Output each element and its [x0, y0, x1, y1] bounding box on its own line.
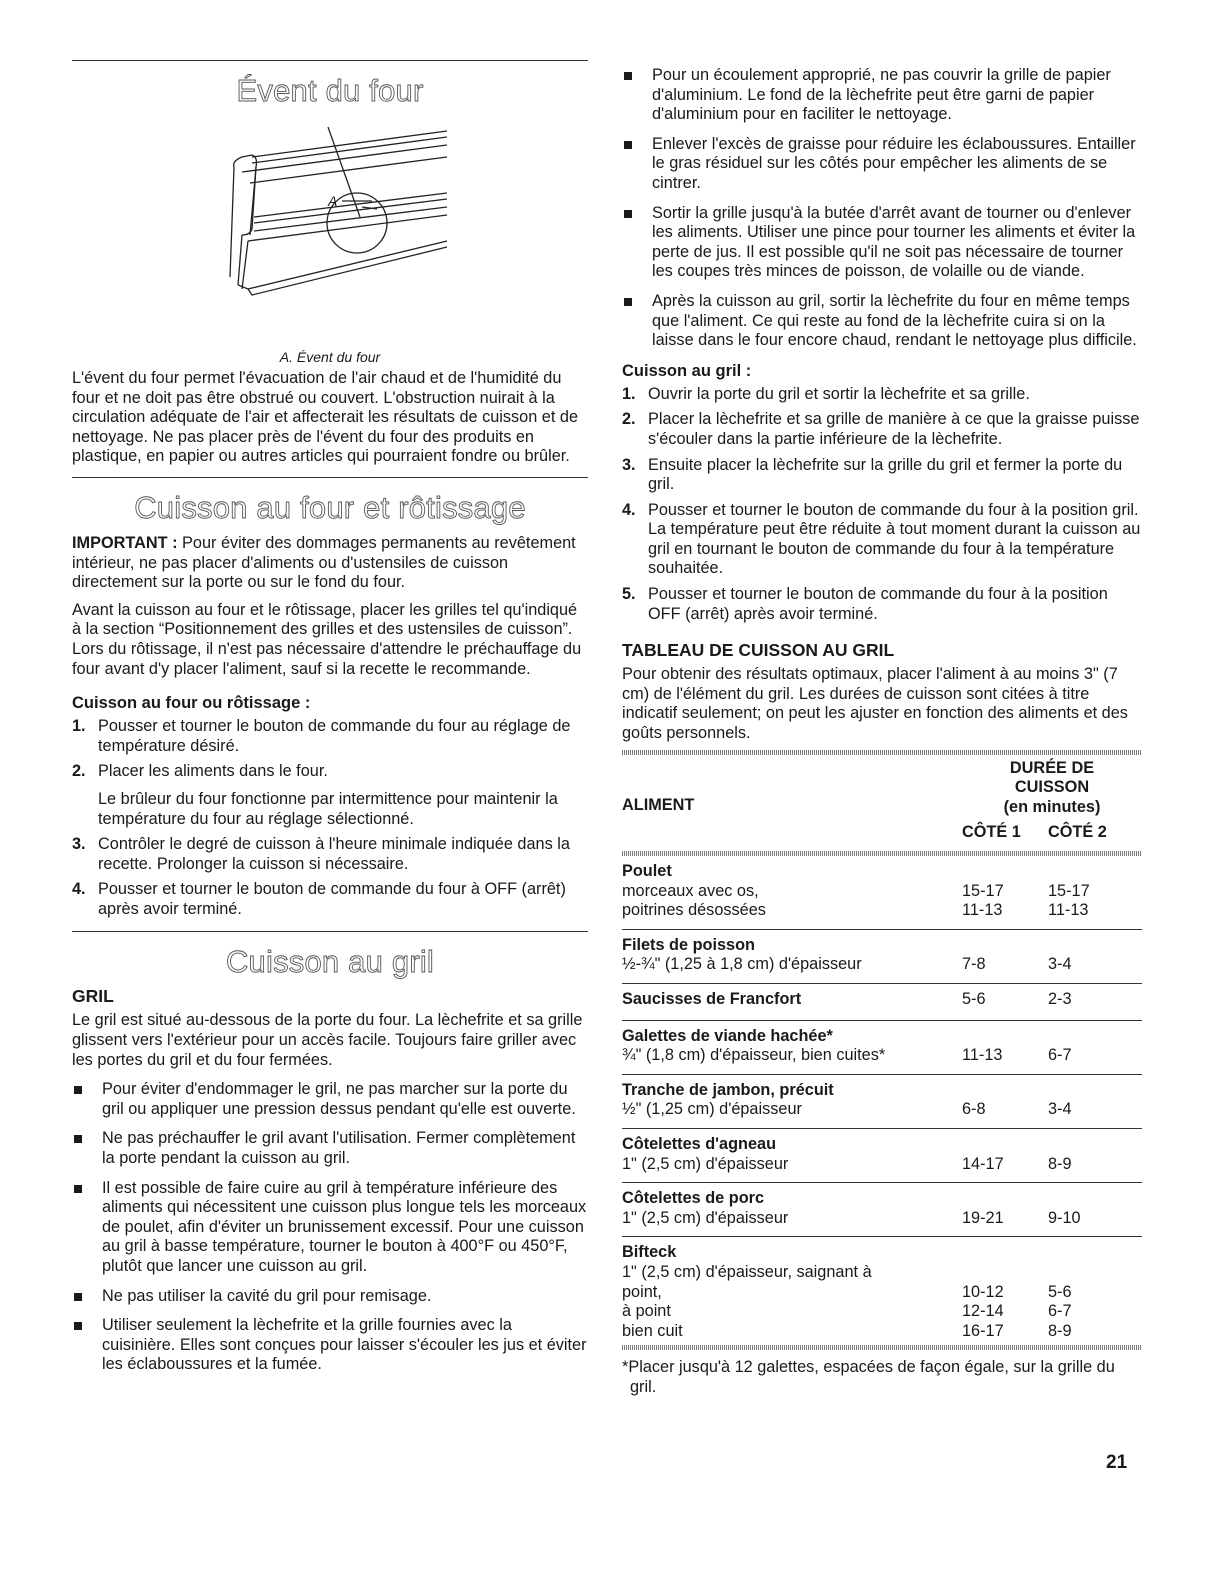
- table-bottom-border: [622, 1345, 1142, 1350]
- table-row: à point 12-14 6-7: [622, 1302, 1072, 1321]
- page-number: 21: [1106, 1452, 1128, 1473]
- right-column: [622, 66, 1142, 1405]
- list-item: 3. Ensuite placer la lèchefrite sur la grille du gril et fermer la porte du gril.: [622, 455, 1123, 494]
- list-item: 3. Contrôler le degré de cuisson à l'heure minimale indiquée dans la recette. Prolonger la cuisson si nécessaire.: [72, 835, 570, 873]
- bullet-square-icon: [74, 1185, 82, 1193]
- table-row: Filets de poisson: [622, 929, 1142, 955]
- bullet-square-icon: [624, 298, 632, 306]
- col-food-header: ALIMENT: [622, 795, 695, 814]
- table-row: ¾" (1,8 cm) d'épaisseur, bien cuites* 11-13 6-7: [622, 1046, 1072, 1065]
- table-row: ½-¾" (1,25 à 1,8 cm) d'épaisseur 7-8 3-4: [622, 955, 1072, 974]
- oven-vent-illustration: [212, 117, 452, 357]
- list-item: Enlever l'excès de graisse pour réduire les éclaboussures. Entailler le gras résiduel sur les côtés pour empêcher les aliments de se cintrer.: [622, 135, 1142, 194]
- list-item: Pour éviter d'endommager le gril, ne pas marcher sur la porte du gril ou appliquer une pression dessus pendant qu'elle est ouverte.: [72, 1080, 588, 1119]
- col-side2-header: CÔTÉ 2: [1048, 823, 1107, 842]
- vent-paragraph: L'évent du four permet l'évacuation de l'air chaud et de l'humidité du four et ne doit pas être obstrué ou couvert. L'obstruction nuirait à la circulation adéquate de l'air et affecterait les résultats de cuisson et de nettoyage. Ne pas placer près de l'évent du four des produits en plastique, en papier ou autres articles qui pourraient fondre ou brûler.: [72, 369, 579, 466]
- table-row: 1" (2,5 cm) d'épaisseur 19-21 9-10: [622, 1208, 1081, 1227]
- table-row: Bifteck: [622, 1237, 1142, 1263]
- gril-paragraph: Le gril est situé au-dessous de la porte du four. La lèchefrite et sa grille glissent vers l'extérieur pour un accès facile. Toujours faire griller avec les portes du gril et du four fermées.: [72, 1011, 583, 1069]
- figure-caption: A. Évent du four: [279, 349, 381, 365]
- bullet-square-icon: [624, 141, 632, 149]
- baking-steps-heading: Cuisson au four ou rôtissage :: [72, 694, 311, 713]
- table-footnote: *Placer jusqu'à 12 galettes, espacées de façon égale, sur la grille du gril.: [622, 1358, 1115, 1396]
- baking-steps: [72, 717, 588, 919]
- table-header-row: [622, 755, 1142, 818]
- list-item: Il est possible de faire cuire au gril à température inférieure des aliments qui nécessitent une cuisson plus longue tels les morceaux de poulet, afin d'éviter un brunissement excessif. Pour une cuisson au gril à basse température, tourner le bouton à 400°F ou 450°F, plutôt que lancer une cuisson au gril.: [72, 1179, 588, 1277]
- table-subheader-row: [622, 817, 1142, 851]
- broil-steps: [622, 385, 1142, 625]
- list-item: Sortir la grille jusqu'à la butée d'arrêt avant de tourner ou d'enlever les aliments. Utiliser une pince pour tourner les aliments et éviter la perte de jus. Il est possible qu'il ne soit pas nécessaire de tourner les coupes très minces de poisson, de volaille ou de viande.: [622, 204, 1142, 282]
- bullet-square-icon: [74, 1293, 82, 1301]
- gril-heading: GRIL: [72, 986, 114, 1007]
- section-rule: [72, 60, 588, 61]
- left-column: [72, 60, 588, 1385]
- list-item: 2. Placer la lèchefrite et sa grille de manière à ce que la graisse puisse s'écouler dans la partie inférieure de la lèchefrite.: [622, 410, 1140, 448]
- table-row: Saucisses de Francfort 5-6 2-3: [622, 983, 1142, 1020]
- table-row: Tranche de jambon, précuit: [622, 1074, 1142, 1100]
- section-rule: [72, 931, 588, 932]
- important-label: IMPORTANT :: [72, 533, 178, 552]
- table-row: Galettes de viande hachée*: [622, 1020, 1142, 1046]
- table-heading: TABLEAU DE CUISSON AU GRIL: [622, 640, 895, 661]
- list-item: 2. Placer les aliments dans le four. Le brûleur du four fonctionne par intermittence pour maintenir la température du four au réglage sélectionné.: [72, 762, 588, 829]
- baking-paragraph: Avant la cuisson au four et le rôtissage, placer les grilles tel qu'indiqué à la section “Positionnement des grilles et des ustensiles de cuisson”. Lors du rôtissage, il n'est pas nécessaire d'attendre le préchauffage du four avant d'y placer l'aliment, sauf si la recette le recommande.: [72, 600, 582, 678]
- important-notice: [72, 534, 588, 593]
- list-item: Pour un écoulement approprié, ne pas couvrir la grille de papier d'aluminium. Le fond de la lèchefrite peut être garni de papier d'aluminium pour en faciliter le nettoyage.: [622, 66, 1142, 125]
- broil-section-title: Cuisson au gril: [225, 944, 435, 980]
- table-row: Poulet: [622, 862, 672, 880]
- table-intro: Pour obtenir des résultats optimaux, placer l'aliment à au moins 3" (7 cm) de l'élément du gril. Les durées de cuisson sont citées à titre indicatif seulement; on peut les ajuster en fonction des aliments et des goûts personnels.: [622, 665, 1128, 743]
- baking-section-title: Cuisson au four et rôtissage: [134, 489, 526, 525]
- broil-steps-heading: Cuisson au gril :: [622, 361, 752, 380]
- broil-table: [622, 755, 1142, 1346]
- col-side1-header: CÔTÉ 1: [962, 823, 1021, 842]
- table-row: Côtelettes de porc: [622, 1183, 1142, 1209]
- list-item: 4. Pousser et tourner le bouton de commande du four à la position gril. La température peut être réduite à tout moment durant la cuisson au gril en tournant le bouton de commande du four à la température souhaitée.: [622, 500, 1141, 578]
- list-item: 1. Pousser et tourner le bouton de commande du four au réglage de température désiré.: [72, 717, 571, 755]
- bullet-square-icon: [624, 210, 632, 218]
- list-item: 1. Ouvrir la porte du gril et sortir la lèchefrite et sa grille.: [622, 384, 1030, 403]
- list-item: 5. Pousser et tourner le bouton de commande du four à la position OFF (arrêt) après avoir terminé.: [622, 585, 1108, 623]
- step-note: Le brûleur du four fonctionne par intermittence pour maintenir la température du four au réglage sélectionné.: [98, 789, 558, 828]
- bullet-square-icon: [74, 1135, 82, 1143]
- list-item: Ne pas préchauffer le gril avant l'utilisation. Fermer complètement la porte pendant la cuisson au gril.: [72, 1129, 588, 1168]
- table-row: point, 10-12 5-6: [622, 1282, 1072, 1301]
- list-item: Ne pas utiliser la cavité du gril pour remisage.: [72, 1287, 588, 1307]
- broil-tips-bullets: [622, 66, 1142, 351]
- col-time-header: DURÉE DE CUISSON (en minutes): [1003, 758, 1101, 816]
- section-rule: [72, 477, 588, 478]
- table-row: 1" (2,5 cm) d'épaisseur 14-17 8-9: [622, 1154, 1072, 1173]
- list-item: Après la cuisson au gril, sortir la lèchefrite du four en même temps que l'aliment. Ce qui reste au fond de la lèchefrite cuira si on la laisse dans le four encore chaud, rendant le nettoyage plus difficile.: [622, 292, 1142, 351]
- figure-label-a: A: [328, 193, 338, 209]
- bullet-square-icon: [74, 1322, 82, 1330]
- list-item: 4. Pousser et tourner le bouton de commande du four à OFF (arrêt) après avoir terminé.: [72, 880, 566, 918]
- oven-vent-figure: [72, 117, 588, 369]
- vent-section-title: Évent du four: [236, 73, 424, 108]
- gril-bullets: [72, 1080, 588, 1375]
- bullet-square-icon: [74, 1086, 82, 1094]
- list-item: Utiliser seulement la lèchefrite et la grille fournies avec la cuisinière. Elles sont conçues pour laisser s'écouler les jus et éviter les éclaboussures et la fumée.: [72, 1316, 588, 1375]
- important-text: Pour éviter des dommages permanents au revêtement intérieur, ne pas placer d'aliments ou d'ustensiles de cuisson directement sur la porte ou sur le fond du four.: [72, 533, 576, 592]
- table-row: ½" (1,25 cm) d'épaisseur 6-8 3-4: [622, 1100, 1072, 1119]
- table-row: 1" (2,5 cm) d'épaisseur, saignant à: [622, 1262, 872, 1281]
- table-row: bien cuit 16-17 8-9: [622, 1321, 1072, 1340]
- table-row: Côtelettes d'agneau: [622, 1128, 1142, 1154]
- table-row: morceaux avec os, 15-17 15-17: [622, 881, 1090, 900]
- bullet-square-icon: [624, 72, 632, 80]
- table-row: poitrines désossées 11-13 11-13: [622, 901, 1089, 920]
